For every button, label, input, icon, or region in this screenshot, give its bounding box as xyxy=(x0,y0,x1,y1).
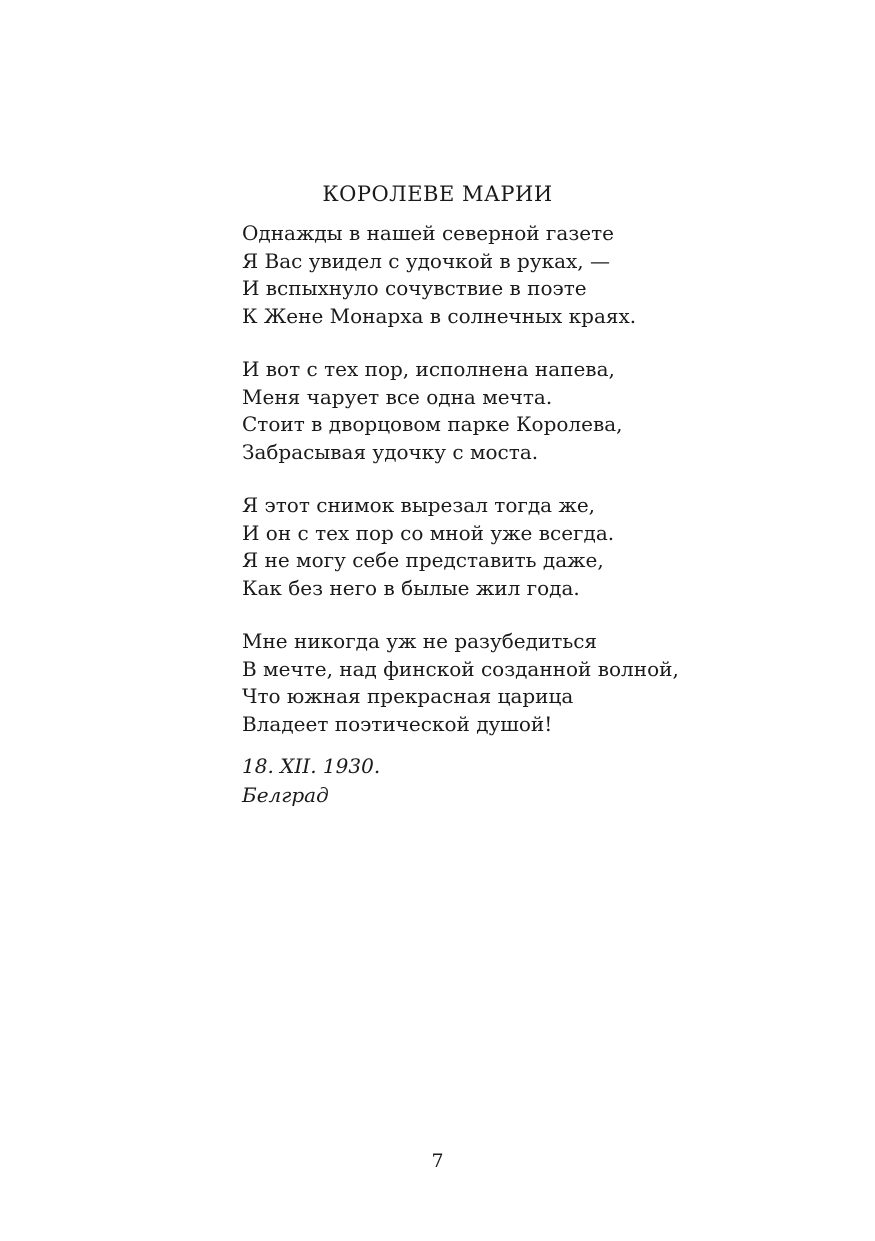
stanza xyxy=(242,220,842,330)
poem-line: В мечте, над финской созданной волной, xyxy=(242,656,679,681)
poem-line: Я Вас увидел с удочкой в руках, — xyxy=(242,248,610,273)
stanza xyxy=(242,628,842,738)
poem-body xyxy=(242,220,842,810)
poem-line: Мне никогда уж не разубедиться xyxy=(242,629,598,653)
stanza xyxy=(242,356,842,466)
poem-signature xyxy=(242,752,842,810)
stanza xyxy=(242,492,842,602)
poem-line: Я этот снимок вырезал тогда же, xyxy=(242,493,596,517)
page-number: 7 xyxy=(431,1150,444,1172)
poem-title: КОРОЛЕВЕ МАРИИ xyxy=(322,182,553,206)
poem-line: И вспыхнуло сочувствие в поэте xyxy=(242,276,587,300)
poem-line: Как без него в былые жил года. xyxy=(242,575,580,600)
poem-line: Стоит в дворцовом парке Королева, xyxy=(242,412,623,436)
poem-place: Белград xyxy=(242,783,329,807)
poem-line: Я не могу себе представить даже, xyxy=(242,548,604,572)
poem-line: Меня чарует все одна мечта. xyxy=(242,384,553,409)
poem-line: И вот с тех пор, исполнена напева, xyxy=(242,357,615,381)
poem-line: И он с тех пор со мной уже всегда. xyxy=(242,520,615,545)
poem-line: К Жене Монарха в солнечных краях. xyxy=(242,303,637,328)
poem-line: Забрасывая удочку с моста. xyxy=(242,439,539,464)
poem-line: Владеет поэтической душой! xyxy=(242,711,553,736)
poem-line: Что южная прекрасная царица xyxy=(242,684,574,708)
poem-line: Однажды в нашей северной газете xyxy=(242,221,614,245)
poem-date: 18. XII. 1930. xyxy=(242,754,381,778)
